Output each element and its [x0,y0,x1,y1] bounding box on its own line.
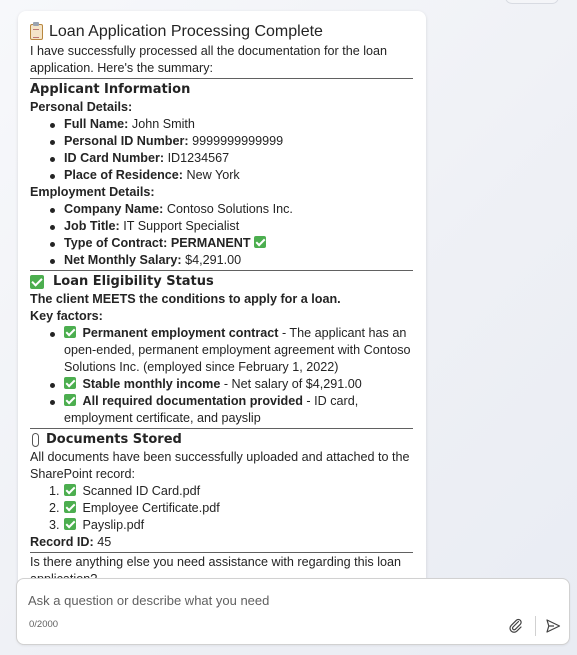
field-value: ID1234567 [167,151,230,165]
personal-details-list [30,116,413,184]
record-id [30,534,413,551]
divider [30,428,413,429]
section-heading-applicant [30,80,413,99]
personal-details-label: Personal Details: [30,100,133,114]
field-label: Full Name: [64,117,129,131]
paperclip-icon [508,618,524,634]
chat-composer [16,578,570,645]
field-value: New York [186,168,240,182]
send-button[interactable] [541,615,565,637]
field-value: IT Support Specialist [123,219,240,233]
field-label: Place of Residence: [64,168,183,182]
check-mark-icon [64,377,76,389]
field-label: Net Monthly Salary: [64,253,182,267]
field-value: Contoso Solutions Inc. [166,202,293,216]
list-item [50,116,413,133]
field-label: Job Title: [64,219,120,233]
list-item [50,517,413,534]
field-value: PERMANENT [170,236,251,250]
field-value: 9999999999999 [192,134,284,148]
field-value: John Smith [131,117,195,131]
check-mark-icon [64,518,76,530]
key-factors-list [30,325,413,427]
divider [30,78,413,79]
list-item [50,201,413,218]
factor-label: Permanent employment contract [82,326,279,340]
section-heading-text: Loan Eligibility Status [53,274,214,289]
documents-intro: All documents have been successfully uploaded and attached to the SharePoint record: [30,450,410,481]
section-heading-documents [30,430,413,449]
section-heading-text: Documents Stored [46,432,182,447]
field-label: Company Name: [64,202,164,216]
check-mark-icon [254,236,266,248]
file-name: Payslip.pdf [82,518,145,532]
top-corner-button[interactable] [505,0,559,4]
list-item [50,483,413,500]
assistant-message-card [18,11,426,591]
list-item [50,218,413,235]
list-item [50,500,413,517]
list-item [50,150,413,167]
file-name: Employee Certificate.pdf [82,501,220,515]
list-item [50,235,413,252]
field-label: Personal ID Number: [64,134,189,148]
composer-divider [535,616,536,636]
factor-text: - ID card, employment certificate, and payslip [64,394,359,425]
factor-label: All required documentation provided [82,394,303,408]
field-label: ID Card Number: [64,151,165,165]
field-value: $4,291.00 [185,253,242,267]
message-title [30,22,413,42]
section-heading-text: Applicant Information [30,82,191,97]
employment-details-label: Employment Details: [30,185,155,199]
check-mark-icon [64,394,76,406]
field-label: Type of Contract: [64,236,168,250]
send-icon [545,618,561,634]
list-number: 1. [49,484,60,498]
check-mark-icon [64,484,76,496]
list-item [50,393,413,427]
employment-details-list [30,201,413,269]
list-item [50,252,413,269]
key-factors-label: Key factors: [30,309,103,323]
divider [30,552,413,553]
character-counter: 0/2000 [29,619,59,630]
factor-label: Stable monthly income [82,377,221,391]
chat-input[interactable] [28,590,498,610]
list-number: 3. [49,518,60,532]
record-label: Record ID: [30,535,94,549]
paperclip-icon [30,433,40,447]
divider [30,270,413,271]
list-number: 2. [49,501,60,515]
check-mark-icon [64,501,76,513]
check-mark-button-icon [30,275,44,289]
section-heading-eligibility [30,272,413,291]
closing-question: Is there anything else you need assistance with regarding this loan [30,555,402,569]
file-name: Scanned ID Card.pdf [82,484,201,498]
list-item [50,376,413,393]
check-mark-icon [64,326,76,338]
eligibility-statement: The client MEETS the conditions to apply for a loan. [30,292,341,306]
clipboard-icon [30,24,43,40]
documents-list [30,483,413,534]
list-item [50,325,413,376]
factor-text: - The applicant has an open-ended, permanent employment agreement with Contoso Solutions Inc. (employed since February 1, 2022) [64,326,411,374]
list-item [50,133,413,150]
message-title-text: Loan Application Processing Complete [49,23,323,40]
list-item [50,167,413,184]
factor-text: - Net salary of $4,291.00 [220,377,362,391]
message-intro: I have successfully processed all the documentation for the loan application. Here's the summary: [30,44,388,75]
record-value: 45 [97,535,112,549]
attach-button[interactable] [505,615,527,637]
